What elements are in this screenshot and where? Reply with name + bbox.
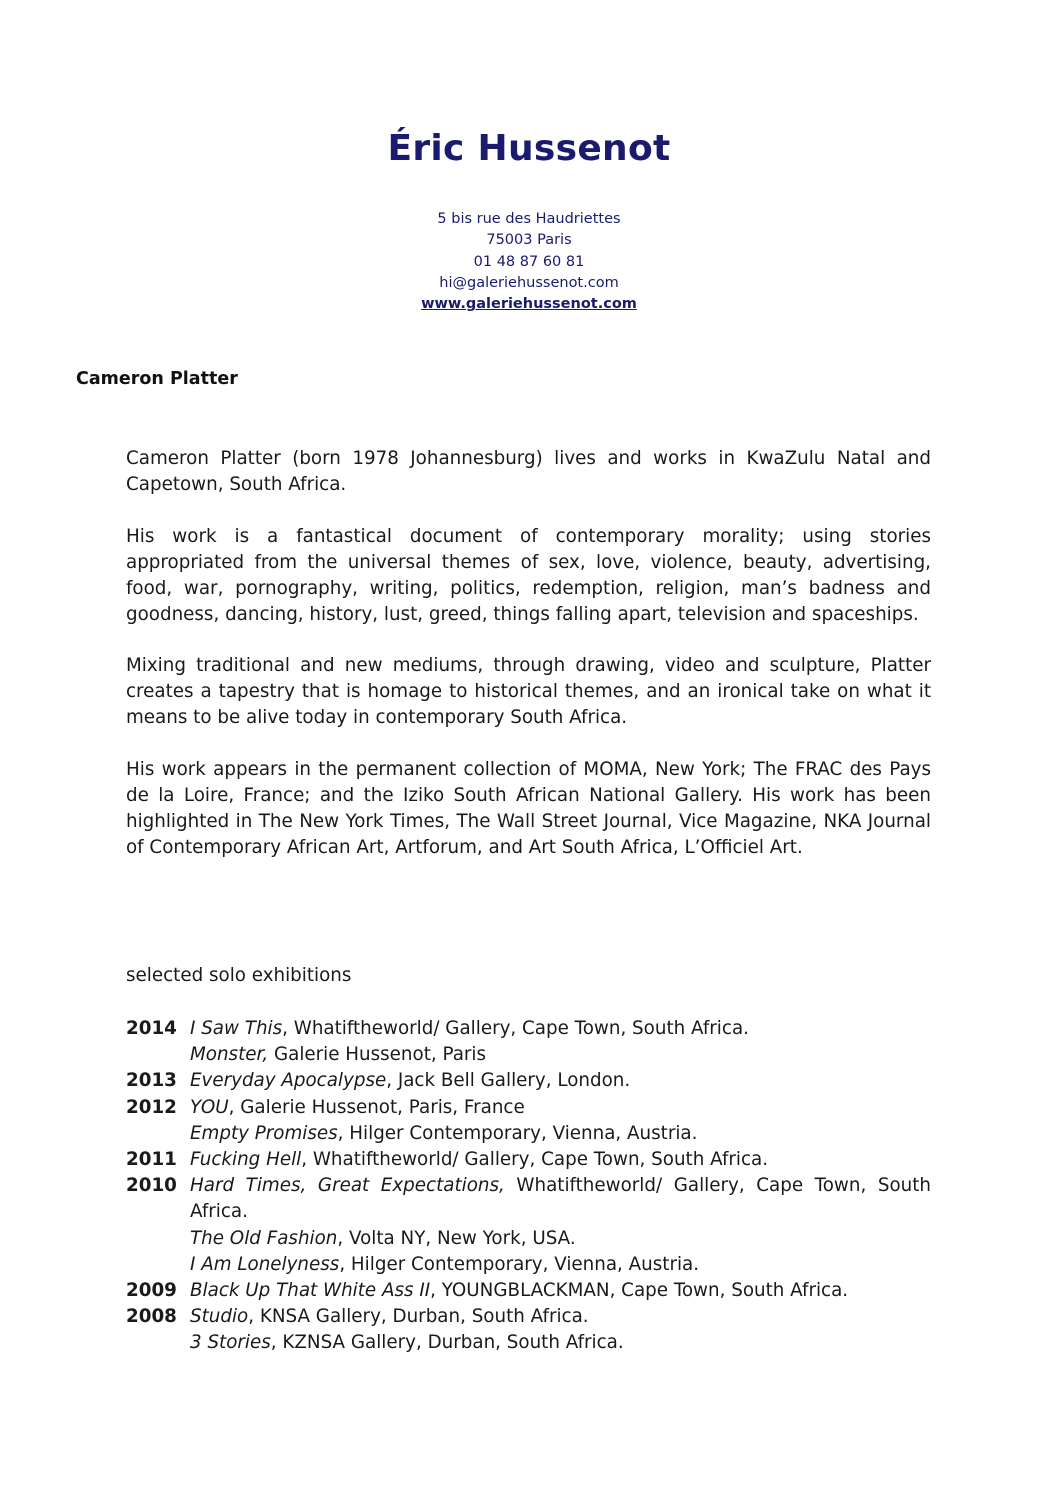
- exhibition-venue: , KZNSA Gallery, Durban, South Africa.: [270, 1332, 624, 1354]
- exhibition-venue: , Whatiftheworld/ Gallery, Cape Town, South Africa.: [282, 1018, 749, 1039]
- exhibition-entry: [190, 1252, 931, 1278]
- exhibition-year-row: [126, 1147, 931, 1173]
- exhibition-year-row: [126, 1304, 931, 1356]
- exhibition-title: Monster,: [190, 1044, 269, 1066]
- exhibition-year-row: [126, 1278, 931, 1304]
- exhibition-title: Everyday Apocalypse: [190, 1070, 387, 1092]
- exhibition-title: I Saw This: [190, 1018, 283, 1039]
- exhibition-year-row: [126, 1173, 931, 1278]
- exhibition-venue: , Hilger Contemporary, Vienna, Austria.: [337, 1122, 698, 1144]
- exhibition-entries: [190, 1304, 931, 1356]
- exhibition-title: 3 Stories: [190, 1332, 271, 1354]
- exhibition-venue: , KNSA Gallery, Durban, South Africa.: [248, 1306, 589, 1328]
- exhibition-entries: [190, 1278, 931, 1304]
- exhibition-venue: Whatiftheworld/ Gallery, Cape Town, South Africa.: [190, 1175, 931, 1223]
- email-address: hi@galeriehussenot.com: [439, 274, 619, 291]
- exhibition-entry: [190, 1016, 931, 1042]
- exhibition-venue: Galerie Hussenot, Paris: [268, 1044, 487, 1066]
- exhibition-title: Hard Times, Great Expectations,: [190, 1175, 505, 1197]
- bio-paragraph-2: His work is a fantastical document of contemporary morality; using stories appropriated from the universal themes of sex, love, violence, beauty, advertising, food, war, pornography, writing, politics, redemption, religion, man’s badness and goodness, dancing, history, lust, greed, things falling apart, television and spaceships.: [126, 525, 931, 625]
- exhibition-year: 2014: [126, 1018, 177, 1039]
- gallery-contact-block: [0, 209, 1058, 315]
- address-line-1: 5 bis rue des Haudriettes: [437, 211, 621, 227]
- exhibition-venue: , YOUNGBLACKMAN, Cape Town, South Africa.: [430, 1280, 849, 1302]
- bio-paragraph-4: His work appears in the permanent collection of MOMA, New York; The FRAC des Pays de la Loire, France; and the Iziko South African National Gallery. His work has been highlighted in The New York Times, The Wall Street Journal, Vice Magazine, NKA Journal of Contemporary African Art, Artforum, and Art South Africa, L’Officiel Art.: [126, 759, 931, 858]
- exhibition-entries: [190, 1147, 931, 1173]
- exhibition-venue: , Jack Bell Gallery, London.: [386, 1070, 631, 1092]
- exhibition-entry: [190, 1121, 931, 1147]
- exhibition-entry: [190, 1226, 931, 1252]
- exhibition-title: YOU: [190, 1096, 229, 1118]
- address-line-2: 75003 Paris: [486, 232, 572, 249]
- phone-number: 01 48 87 60 81: [473, 253, 585, 270]
- exhibition-title: The Old Fashion: [190, 1227, 338, 1249]
- exhibition-venue: , Whatiftheworld/ Gallery, Cape Town, South Africa.: [301, 1149, 769, 1171]
- exhibition-entries: [190, 1016, 931, 1068]
- exhibition-entries: [190, 1095, 931, 1147]
- exhibition-venue: , Hilger Contemporary, Vienna, Austria.: [339, 1253, 700, 1275]
- exhibition-entries: [190, 1173, 931, 1278]
- exhibition-entry: [190, 1330, 931, 1356]
- exhibition-title: Empty Promises: [190, 1122, 338, 1144]
- exhibition-year-row: [126, 1068, 931, 1094]
- section-label: selected solo exhibitions: [126, 965, 352, 986]
- exhibition-entry: [190, 1042, 931, 1068]
- exhibition-entry: [190, 1304, 931, 1330]
- artist-bio: [126, 446, 931, 887]
- exhibition-year-row: [126, 1095, 931, 1147]
- exhibition-entry: [190, 1147, 931, 1173]
- bio-paragraph-1: Cameron Platter (born 1978 Johannesburg) lives and works in KwaZulu Natal and Capetown, South Africa.: [126, 448, 931, 495]
- exhibition-entry: [190, 1278, 931, 1304]
- exhibition-year-row: [126, 1016, 931, 1068]
- exhibition-entry: [190, 1068, 931, 1094]
- exhibition-year: 2010: [126, 1175, 177, 1197]
- exhibition-year: 2011: [126, 1149, 177, 1171]
- exhibition-year: 2013: [126, 1070, 177, 1092]
- bio-paragraph-3: Mixing traditional and new mediums, through drawing, video and sculpture, Platter creates a tapestry that is homage to historical themes, and an ironical take on what it means to be alive today in contemporary South Africa.: [126, 655, 931, 729]
- exhibition-entries: [190, 1068, 931, 1094]
- exhibition-title: Fucking Hell: [190, 1149, 302, 1171]
- exhibition-title: Studio: [190, 1306, 249, 1328]
- exhibition-title: Black Up That White Ass II: [190, 1280, 431, 1302]
- exhibition-year: 2008: [126, 1306, 177, 1328]
- exhibition-entry: [190, 1095, 931, 1121]
- exhibition-list: [126, 1016, 931, 1357]
- exhibition-title: I Am Lonelyness: [190, 1253, 340, 1275]
- exhibition-venue: , Volta NY, New York, USA.: [337, 1227, 576, 1249]
- artist-name: Cameron Platter: [76, 369, 238, 389]
- exhibition-year: 2009: [126, 1280, 177, 1302]
- website-link[interactable]: www.galeriehussenot.com: [421, 296, 637, 313]
- gallery-name: Éric Hussenot: [387, 128, 671, 169]
- exhibition-year: 2012: [126, 1096, 177, 1118]
- exhibition-venue: , Galerie Hussenot, Paris, France: [228, 1096, 525, 1118]
- exhibition-entry: [190, 1173, 931, 1225]
